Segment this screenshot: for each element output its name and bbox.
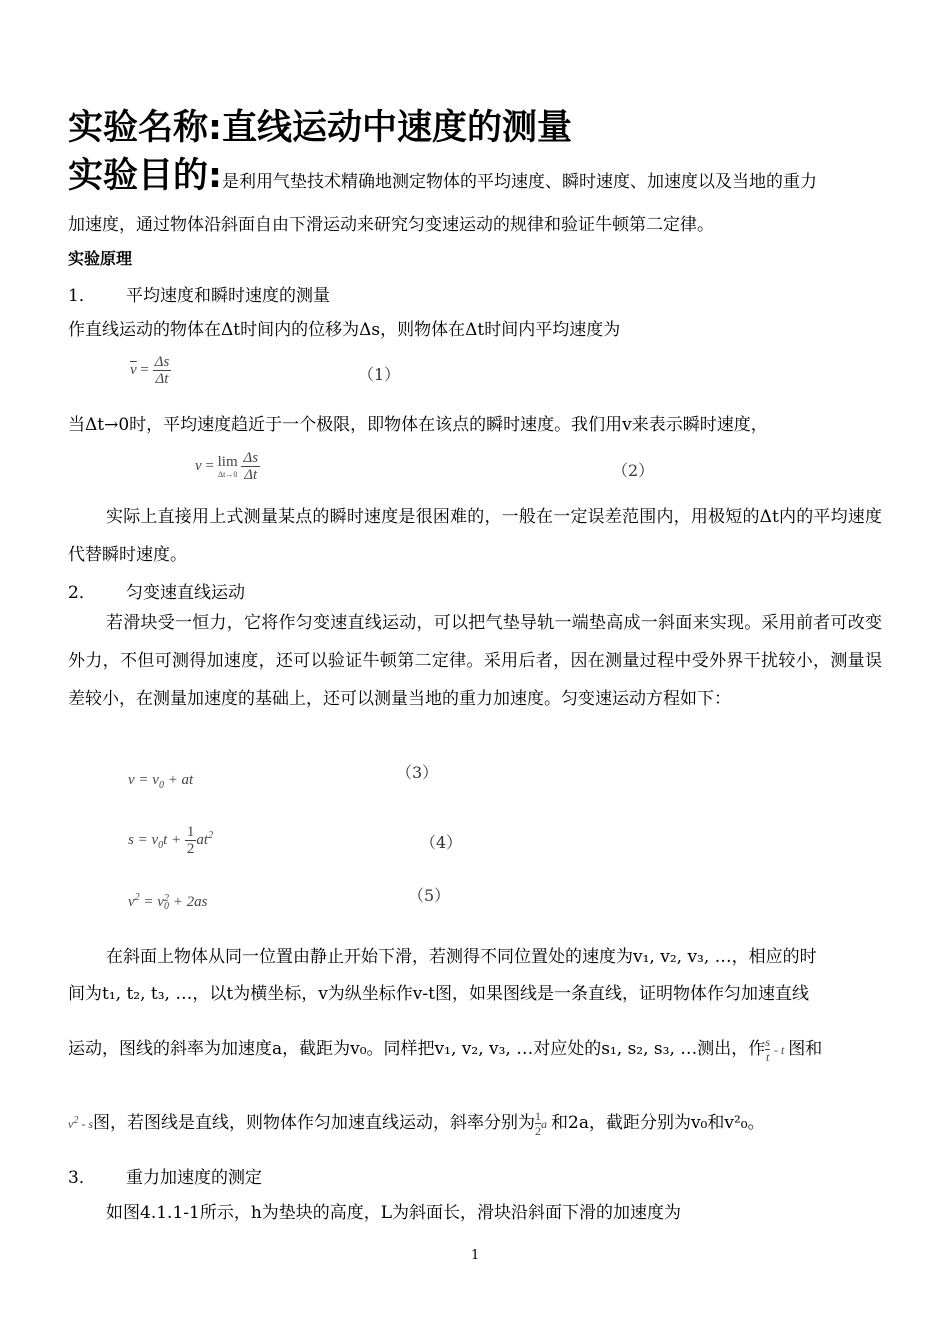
section-2-title: 匀变速直线运动 xyxy=(126,583,245,603)
graph-line-4 xyxy=(68,1108,765,1138)
half-den: 2 xyxy=(535,1124,541,1138)
graph-line-4a: 图，若图线是直线，则物体作匀加速直线运动，斜率分别为 xyxy=(93,1113,535,1133)
equation-2-label: （2） xyxy=(612,461,655,480)
uniform-motion-paragraph: 若滑块受一恒力，它将作匀变速直线运动，可以把气垫导轨一端垫高成一斜面来实现。采用前者可改变外力，不但可测得加速度，还可以验证牛顿第二定律。采用后者，因在测量过程中受外界干扰较小，测量误差较小，在测量加速度的基础上，还可以测量当地的重力加速度。匀变速运动方程如下： xyxy=(68,613,882,709)
s-over-t-den: t xyxy=(765,1050,770,1064)
eq5-sub: 0 xyxy=(163,900,169,912)
purpose-label: 实验目的: xyxy=(68,156,222,196)
equation-3 xyxy=(128,772,193,791)
principle-heading: 实验原理 xyxy=(68,249,133,268)
graph-line-3 xyxy=(68,1034,822,1064)
eq4-denominator: 2 xyxy=(186,841,195,857)
graph-line-2: 间为t₁, t₂, t₃, …，以t为横坐标，v为纵坐标作v-t图，如果图线是一条直线，证明物体作匀加速直线 xyxy=(68,984,809,1004)
eq2-fraction xyxy=(241,450,260,483)
eq1-numerator: Δs xyxy=(154,354,170,370)
eq4-sub: 0 xyxy=(158,839,164,851)
eq2-denominator: Δt xyxy=(244,467,258,483)
section-1-heading xyxy=(68,281,330,306)
equation-4-label: （4） xyxy=(420,833,463,852)
v2-base: v xyxy=(68,1117,74,1131)
equation-5 xyxy=(128,892,207,911)
eq4-fraction xyxy=(185,824,197,857)
graph-line-3b: 图和 xyxy=(788,1039,823,1059)
eq1-equals: = xyxy=(140,361,149,378)
purpose-text-1: 是利用气垫技术精确地测定物体的平均速度、瞬时速度、加速度以及当地的重力 xyxy=(222,172,817,192)
equation-1 xyxy=(130,354,171,387)
section-3-number: 3． xyxy=(68,1168,96,1188)
v2-post: - s xyxy=(78,1117,93,1131)
graph-line-4b: 和2a，截距分别为v₀和v²₀。 xyxy=(551,1113,765,1133)
eq2-limit xyxy=(218,454,238,480)
eq5-mid: = v xyxy=(139,894,164,910)
limit-line: 当Δt→0时，平均速度趋近于一个极限，即物体在该点的瞬时速度。我们用v来表示瞬时速度， xyxy=(68,415,768,435)
eq3-sub: 0 xyxy=(158,780,164,791)
eq5-post: + 2as xyxy=(168,894,208,910)
eq2-lhs: v xyxy=(195,457,202,474)
eq3-rest: + at xyxy=(163,772,194,788)
section-3-title: 重力加速度的测定 xyxy=(126,1168,262,1188)
v2-sup: 2 xyxy=(73,1115,79,1126)
eq2-lim-word: lim xyxy=(217,453,238,470)
s-over-t-num: s xyxy=(765,1035,770,1049)
gravity-paragraph: 如图4.1.1-1所示，h为垫块的高度，L为斜面长，滑块沿斜面下滑的加速度为 xyxy=(106,1203,682,1223)
half-num: 1 xyxy=(535,1109,541,1123)
section-1-title: 平均速度和瞬时速度的测量 xyxy=(126,286,330,306)
eq2-numerator: Δs xyxy=(243,450,259,466)
eq3-text: v = v xyxy=(128,772,159,788)
s-over-t-fraction xyxy=(765,1035,770,1064)
section-1-number: 1． xyxy=(68,286,96,306)
purpose-text-2: 加速度，通过物体沿斜面自由下滑运动来研究匀变速运动的规律和验证牛顿第二定律。 xyxy=(68,215,714,235)
eq5-sup2: 2 xyxy=(163,892,169,904)
eq2-equals: = xyxy=(205,457,214,474)
equation-4 xyxy=(128,824,213,857)
purpose-line xyxy=(68,148,817,198)
eq4-post: at xyxy=(196,831,209,848)
equation-2 xyxy=(195,450,260,483)
graph-line-1: 在斜面上物体从同一位置由静止开始下滑，若测得不同位置处的速度为v₁, v₂, v₃, …，相应的时 xyxy=(106,947,817,967)
section-2-number: 2． xyxy=(68,583,96,603)
eq1-fraction xyxy=(153,354,172,387)
s-over-t-tail: - t xyxy=(773,1043,785,1057)
equation-5-label: （5） xyxy=(408,886,451,905)
page-number: 1 xyxy=(471,1248,480,1263)
page-title: 实验名称:直线运动中速度的测量 xyxy=(68,108,572,148)
eq1-lhs: $\overline{v}$ xyxy=(130,361,137,378)
equation-3-label: （3） xyxy=(396,763,439,782)
eq4-mid: t + xyxy=(163,831,185,848)
eq1-denominator: Δt xyxy=(155,371,169,387)
equation-1-label: （1） xyxy=(358,365,401,384)
eq2-lim-sub: Δt→0 xyxy=(217,469,238,479)
eq5-pre: v xyxy=(128,894,135,910)
graph-line-3a: 运动，图线的斜率为加速度a，截距为v₀。同样把v₁, v₂, v₃, …对应处的s₁, s₂, s₃, …测出，作 xyxy=(68,1039,766,1059)
section-2-heading xyxy=(68,578,245,603)
eq5-sup: 2 xyxy=(134,892,140,903)
eq4-sup: 2 xyxy=(208,829,214,841)
eq4-pre: s = v xyxy=(128,831,159,848)
avg-velocity-line: 作直线运动的物体在Δt时间内的位移为Δs，则物体在Δt时间内平均速度为 xyxy=(68,320,621,340)
v2-s-expression xyxy=(68,1117,93,1131)
eq4-numerator: 1 xyxy=(186,824,195,840)
half-tail: a xyxy=(541,1117,547,1131)
section-3-heading xyxy=(68,1163,262,1188)
approx-paragraph: 实际上直接用上式测量某点的瞬时速度是很困难的，一般在一定误差范围内，用极短的Δt内的平均速度代替瞬时速度。 xyxy=(68,507,882,565)
